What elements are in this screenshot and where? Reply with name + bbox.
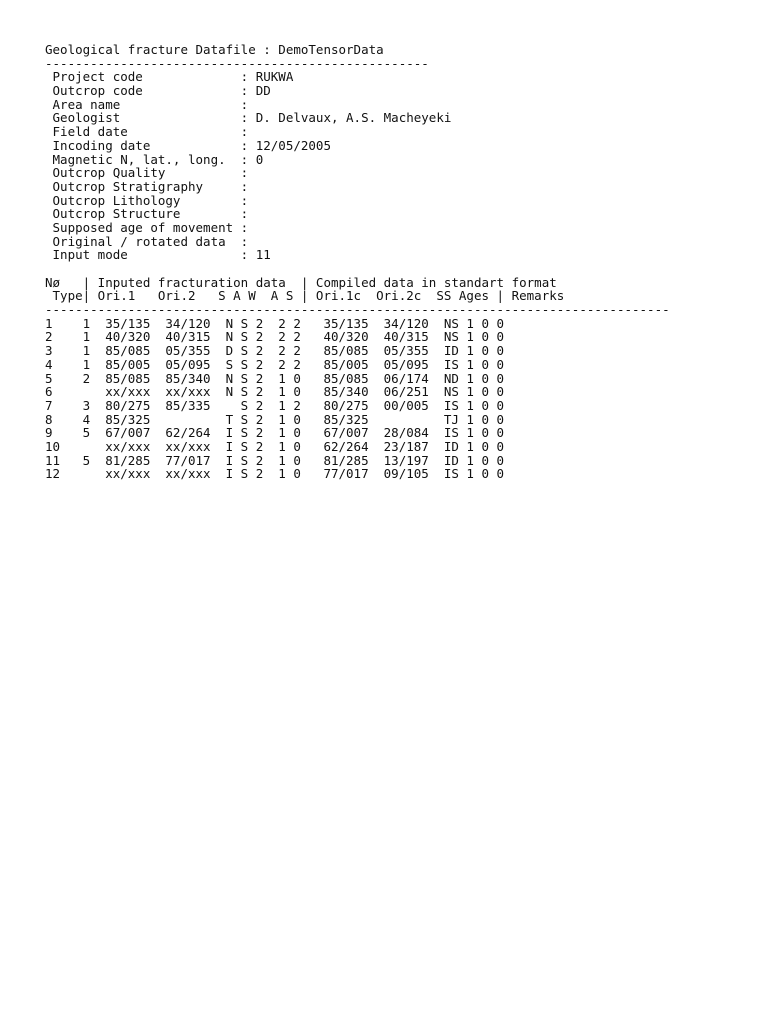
field-magnetic-n: Magnetic N, lat., long. : 0	[45, 151, 264, 167]
table-row: 10 xx/xxx xx/xxx I S 2 1 0 62/264 23/187 ID 1 0 0	[45, 438, 505, 454]
table-row: 12 xx/xxx xx/xxx I S 2 1 0 77/017 09/105 IS 1 0 0	[45, 466, 505, 482]
table-row: 9 5 67/007 62/264 I S 2 1 0 67/007 28/084 IS 1 0 0	[45, 425, 505, 441]
field-outcrop-quality: Outcrop Quality :	[45, 165, 249, 181]
data-table	[45, 276, 745, 481]
table-row: 2 1 40/320 40/315 N S 2 2 2 40/320 40/315 NS 1 0 0	[45, 329, 505, 345]
table-row: 7 3 80/275 85/335 S 2 1 2 80/275 00/005 IS 1 0 0	[45, 397, 505, 413]
field-input-mode: Input mode : 11	[45, 247, 271, 263]
spacer	[45, 262, 745, 276]
field-outcrop-lithology: Outcrop Lithology :	[45, 192, 249, 208]
header-fields	[45, 70, 745, 262]
field-incoding-date: Incoding date : 12/05/2005	[45, 137, 331, 153]
field-project-code: Project code : RUKWA	[45, 69, 294, 85]
table-header-line-1: Nø | Inputed fracturation data | Compiled data in standart format	[45, 274, 557, 290]
table-row: 11 5 81/285 77/017 I S 2 1 0 81/285 13/197 ID 1 0 0	[45, 452, 505, 468]
field-outcrop-code: Outcrop code : DD	[45, 83, 271, 99]
table-row: 5 2 85/085 85/340 N S 2 1 0 85/085 06/174 ND 1 0 0	[45, 370, 505, 386]
field-area-name: Area name :	[45, 96, 249, 112]
datafile-title: Geological fracture Datafile : DemoTensorData	[45, 42, 384, 57]
table-header-rule: -----------------------------------------------------------------------------------	[45, 302, 670, 318]
table-row: 1 1 35/135 34/120 N S 2 2 2 35/135 34/120 NS 1 0 0	[45, 315, 505, 331]
table-row: 4 1 85/005 05/095 S S 2 2 2 85/005 05/095 IS 1 0 0	[45, 356, 505, 372]
field-supposed-age: Supposed age of movement :	[45, 219, 249, 235]
table-row: 6 xx/xxx xx/xxx N S 2 1 0 85/340 06/251 NS 1 0 0	[45, 384, 505, 400]
field-outcrop-stratigraphy: Outcrop Stratigraphy :	[45, 178, 249, 194]
title-underline: ---------------------------------------------------	[45, 55, 429, 71]
field-geologist: Geologist : D. Delvaux, A.S. Macheyeki	[45, 110, 452, 126]
field-outcrop-structure: Outcrop Structure :	[45, 206, 249, 222]
table-header-line-2: Type| Ori.1 Ori.2 S A W A S | Ori.1c Ori.2c SS Ages | Remarks	[45, 288, 565, 304]
table-row: 3 1 85/085 05/355 D S 2 2 2 85/085 05/355 ID 1 0 0	[45, 343, 505, 359]
field-original-rotated: Original / rotated data :	[45, 233, 249, 249]
table-row: 8 4 85/325 T S 2 1 0 85/325 TJ 1 0 0	[45, 411, 505, 427]
field-field-date: Field date :	[45, 124, 249, 140]
datafile-document	[45, 43, 745, 481]
